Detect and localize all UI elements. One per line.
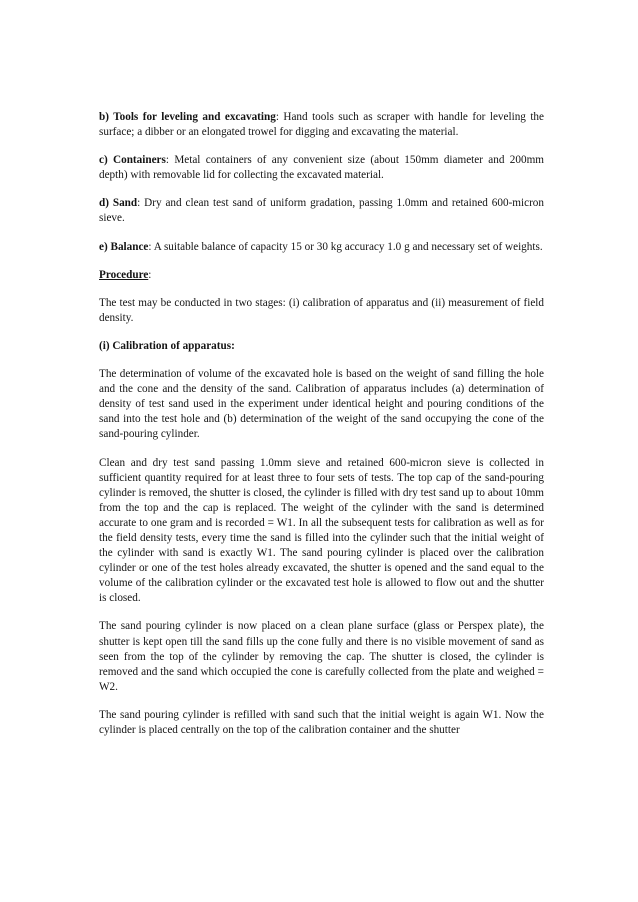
calibration-paragraph: The sand pouring cylinder is refilled with sand such that the initial weight is again W1. Now the cylinder is placed centrally on the top of the calibration container and the shutter xyxy=(99,708,544,736)
item-text: : Hand tools such as scraper with handle for leveling the surface; a dibber or an elongated trowel for digging and excavating the material. xyxy=(99,111,544,139)
calibration-paragraph: Clean and dry test sand passing 1.0mm sieve and retained 600-micron sieve is collected in sufficient quantity required for at least three to four sets of tests. The top cap of the sand-pouring cylinder is removed, the shutter is closed, the cylinder is filled with dry test sand up to about 10mm from the top and the cap is replaced. The weight of the cylinder with the sand is determined accurate to one gram and is recorded = W1. In all the subsequent tests for calibration as well as for the field density tests, every time the sand is filled into the cylinder such that the initial weight of the cylinder with sand is exactly W1. The sand pouring cylinder is placed over the calibration cylinder or one of the test holes already excavated, the shutter is opened and the sand equal to the volume of the calibration cylinder or the excavated test hole is allowed to flow out and the shutter is closed. xyxy=(99,456,544,605)
item-balance xyxy=(99,240,544,255)
item-sand xyxy=(99,196,544,226)
calibration-heading: (i) Calibration of apparatus: xyxy=(99,339,235,352)
item-label: c) Containers xyxy=(99,154,166,167)
item-label: e) Balance xyxy=(99,240,149,253)
calibration-paragraph: The determination of volume of the excavated hole is based on the weight of sand filling the hole and the cone and the density of the sand. Calibration of apparatus includes (a) determination of density of test sand used in the experiment under identical height and pouring conditions of the sand into the test hole and (b) determination of the weight of the sand occupying the cone of the sand-pouring cylinder. xyxy=(99,368,544,441)
procedure-heading xyxy=(99,268,544,283)
item-text: : A suitable balance of capacity 15 or 30 kg accuracy 1.0 g and necessary set of weights. xyxy=(148,240,543,253)
procedure-intro: The test may be conducted in two stages: (i) calibration of apparatus and (ii) measurement of field density. xyxy=(99,296,544,324)
item-text: : Metal containers of any convenient size (about 150mm diameter and 200mm depth) with removable lid for collecting the excavated material. xyxy=(99,154,544,182)
item-text: : Dry and clean test sand of uniform gradation, passing 1.0mm and retained 600-micron sieve. xyxy=(99,197,544,225)
item-tools xyxy=(99,110,544,140)
item-label: d) Sand xyxy=(99,197,138,210)
section-heading: Procedure xyxy=(99,268,149,281)
item-label: b) Tools for leveling and excavating xyxy=(99,111,276,123)
calibration-paragraph: The sand pouring cylinder is now placed on a clean plane surface (glass or Perspex plate), the shutter is kept open till the sand fills up the cone fully and there is no visible movement of sand as seen from the top of the cylinder by removing the cap. The shutter is closed, the cylinder is removed and the sand which occupied the cone is carefully collected from the plate and weighed = W2. xyxy=(99,620,544,693)
item-containers xyxy=(99,153,544,183)
heading-suffix: : xyxy=(148,268,152,281)
document-page xyxy=(99,110,544,751)
